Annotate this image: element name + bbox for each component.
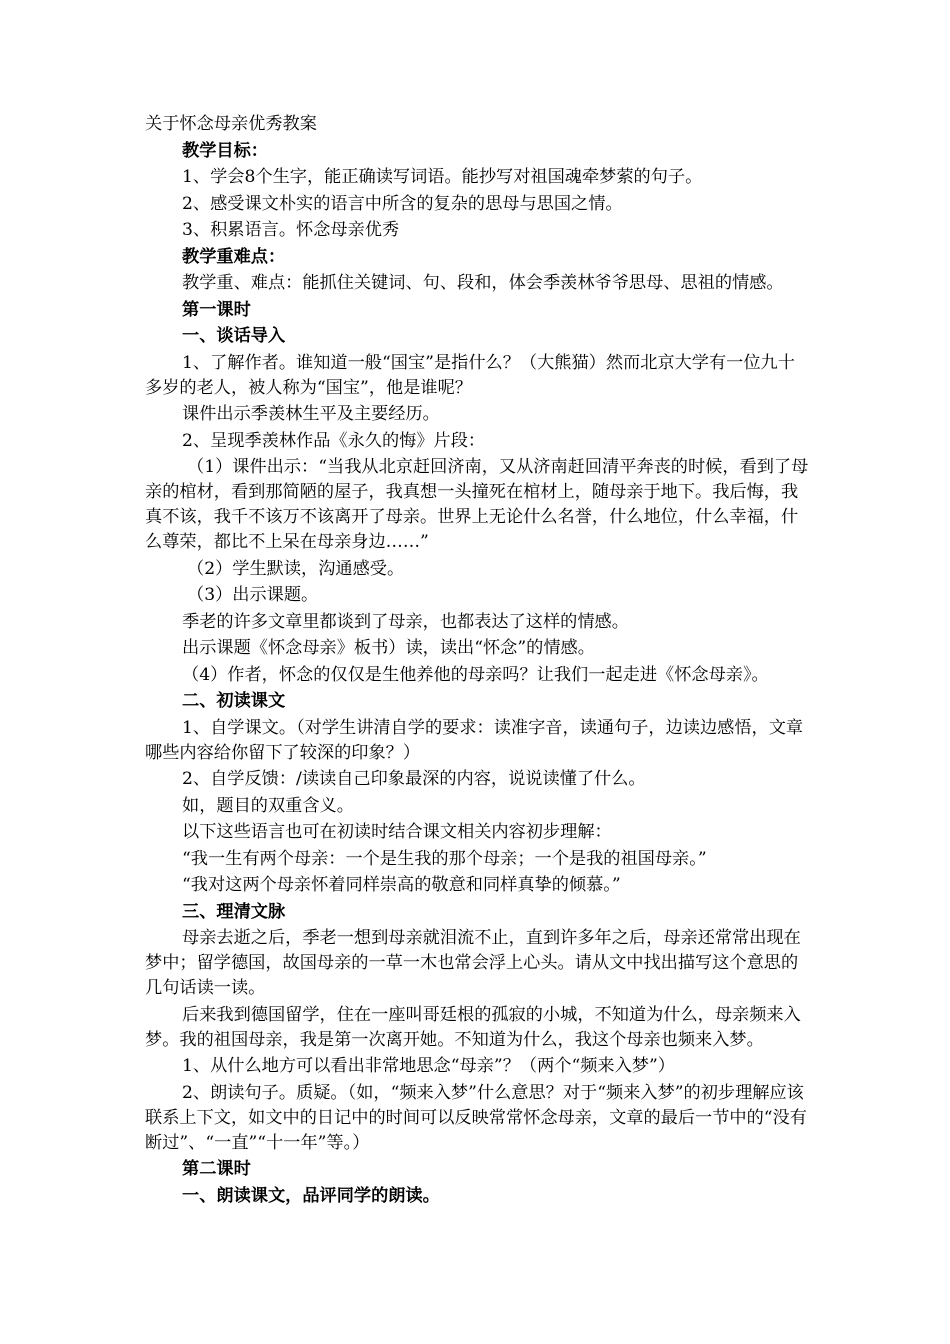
paragraph: 以下这些语言也可在初读时结合课文相关内容初步理解： [182, 822, 612, 842]
document-title: 关于怀念母亲优秀教案 [145, 114, 317, 134]
section-heading: 第二课时 [182, 1159, 251, 1179]
paragraph: 后来我到德国留学，住在一座叫哥廷根的孤寂的小城，不知道为什么，母亲频来入梦。我的祖国母亲，我是第一次离开她。不知道为什么，我这个母亲也频来入梦。 [145, 1004, 801, 1050]
section-heading: 教学目标： [182, 140, 268, 161]
section-heading: 一、谈话导入 [182, 326, 286, 346]
paragraph: 课件出示季羡林生平及主要经历。 [182, 404, 440, 424]
paragraph: （3）出示课题。 [187, 585, 319, 605]
paragraph: 2、朗读句子。质疑。（如，“频来入梦”什么意思？对于“频来入梦”的初步理解应该联系上下文，如文中的日记中的时间可以反映常常怀念母亲，文章的最后一节中的“没有断过”、“一直”“十一年”等。） [145, 1082, 807, 1153]
paragraph: 2、呈现季羡林作品《永久的悔》片段： [182, 430, 486, 451]
paragraph: （4）作者，怀念的仅仅是生他养他的母亲吗？让我们一起走进《怀念母亲》。 [182, 664, 769, 685]
paragraph: 1、了解作者。谁知道一般“国宝”是指什么？（大熊猫）然而北京大学有一位九十多岁的老人，被人称为“国宝”，他是谁呢？ [145, 352, 795, 398]
paragraph: 如，题目的双重含义。 [182, 795, 354, 816]
paragraph: 1、学会8个生字，能正确读写词语。能抄写对祖国魂牵梦萦的句子。 [182, 167, 703, 187]
section-heading: 一、朗读课文，品评同学的朗读。 [182, 1185, 440, 1206]
section-heading: 三、理清文脉 [182, 901, 286, 922]
paragraph: （2）学生默读，沟通感受。 [187, 558, 405, 579]
paragraph: 2、感受课文朴实的语言中所含的复杂的思母与思国之情。 [182, 193, 623, 214]
document-page [145, 112, 810, 1210]
paragraph: 3、积累语言。怀念母亲优秀 [182, 220, 400, 240]
paragraph: “我对这两个母亲怀着同样崇高的敬意和同样真挚的倾慕。” [182, 875, 621, 895]
section-heading: 第一课时 [182, 299, 251, 320]
paragraph: 1、从什么地方可以看出非常地思念“母亲”？（两个“频来入梦”） [182, 1056, 675, 1076]
section-heading: 二、初读课文 [182, 691, 286, 711]
paragraph: 1、自学课文。（对学生讲清自学的要求：读准字音，读通句子，边读边感悟，文章哪些内容给你留下了较深的印象？） [145, 717, 804, 763]
paragraph: 教学重、难点：能抓住关键词、句、段和，体会季羡林爷爷思母、思祖的情感。 [182, 273, 784, 293]
paragraph: 2、自学反馈：/读读自己印象最深的内容，说说读懂了什么。 [182, 769, 646, 789]
section-heading: 教学重难点： [182, 246, 286, 267]
paragraph: “我一生有两个母亲：一个是生我的那个母亲；一个是我的祖国母亲。” [182, 848, 707, 869]
paragraph: （1）课件出示：“当我从北京赶回济南，又从济南赶回清平奔丧的时候，看到了母亲的棺材，看到那简陋的屋子，我真想一头撞死在棺材上，随母亲于地下。我后悔，我真不该，我千不该万不该离开了母亲。世界上无论什么名誉，什么地位，什么幸福，什么尊荣，都比不上呆在母亲身边……” [145, 457, 809, 552]
paragraph: 出示课题《怀念母亲》板书）读，读出“怀念”的情感。 [182, 638, 595, 658]
paragraph: 母亲去逝之后，季老一想到母亲就泪流不止，直到许多年之后，母亲还常常出现在梦中；留学德国，故国母亲的一草一木也常会浮上心头。请从文中找出描写这个意思的几句话读一读。 [145, 928, 801, 998]
paragraph: 季老的许多文章里都谈到了母亲，也都表达了这样的情感。 [182, 611, 629, 632]
document-body [145, 139, 810, 1209]
